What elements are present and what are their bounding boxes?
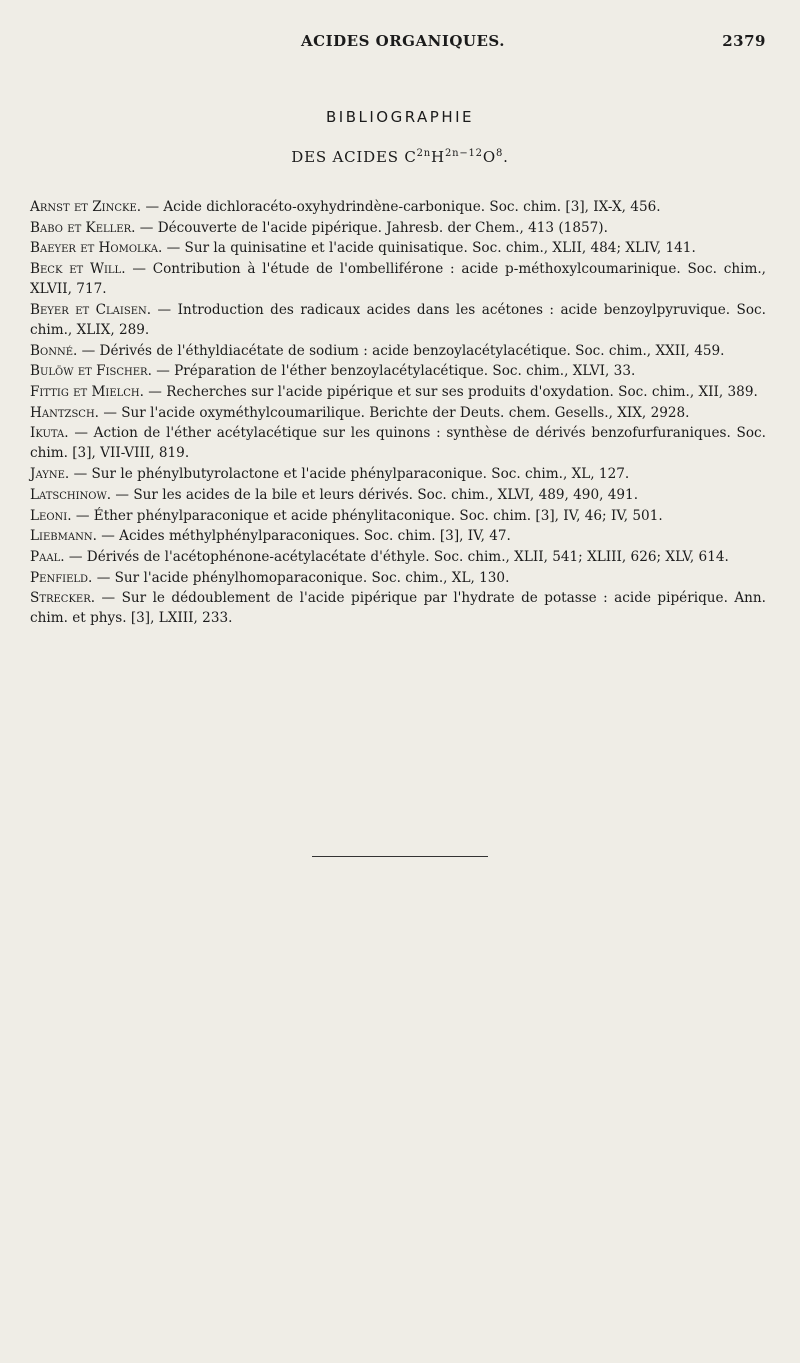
bibliography-entry [30, 506, 766, 526]
formula-h: H [431, 148, 445, 166]
bibliography-entry [30, 547, 766, 567]
entry-authors: Paal. [30, 548, 65, 565]
entry-authors: Arnst et Zincke. [30, 199, 142, 215]
page-number: 2379 [722, 32, 766, 50]
entry-authors: Beck et Will. [30, 261, 126, 278]
section-heading: BIBLIOGRAPHIE [325, 108, 475, 126]
entry-authors: Leoni. [30, 507, 72, 524]
entry-citation: — Préparation de l'éther benzoylacétylacétique. Soc. chim., XLVI, 33. [151, 363, 636, 380]
entry-citation: — Action de l'éther acétylacétique sur les quinons : synthèse de dérivés benzofurfuraniques. Soc. chim. [3], VII-VIII, 819. [30, 425, 766, 462]
entry-authors: Hantzsch. [30, 404, 99, 421]
entry-citation: — Sur le dédoublement de l'acide pipérique par l'hydrate de potasse : acide pipérique. Ann. chim. et phys. [3], LXIII, 233. [30, 590, 766, 627]
bibliography-entry [30, 588, 766, 628]
section-subheading [0, 148, 800, 166]
bibliography-entry [30, 382, 766, 402]
subheading-prefix: DES ACIDES C [291, 148, 417, 166]
entry-authors: Liebmann. [30, 528, 97, 545]
entry-authors: Babo et Keller. [30, 219, 136, 236]
formula-sup-1: 2n [416, 148, 432, 159]
bibliography-entry [30, 464, 766, 484]
bibliography-entry [30, 197, 766, 217]
formula-sup-2: 2n−12 [444, 148, 483, 159]
formula-o: O [482, 148, 496, 166]
running-header [40, 32, 766, 56]
entry-authors: Beyer et Claisen. [30, 301, 152, 318]
entry-authors: Bonné. [30, 342, 78, 359]
entry-authors: Latschinow. [30, 486, 112, 503]
bibliography-entry [30, 526, 766, 546]
bibliography-entry [30, 259, 766, 299]
entry-authors: Baeyer et Homolka. [30, 240, 163, 257]
entry-citation: — Introduction des radicaux acides dans les acétones : acide benzoylpyruvique. Soc. chim., XLIX, 289. [30, 301, 766, 338]
entry-citation: — Dérivés de l'éthyldiacétate de sodium : acide benzoylacétylacétique. Soc. chim., XXII, 459. [77, 342, 725, 359]
entry-authors: Strecker. [30, 590, 96, 607]
entry-citation: — Sur l'acide phénylhomoparaconique. Soc. chim., XL, 130. [92, 569, 510, 586]
entry-citation: — Sur la quinisatine et l'acide quinisatique. Soc. chim., XLII, 484; XLIV, 141. [162, 240, 696, 257]
entry-citation: — Éther phénylparaconique et acide phénylitaconique. Soc. chim. [3], IV, 46; IV, 501. [71, 507, 663, 524]
bibliography-entry [30, 218, 766, 238]
bibliography-entry [30, 568, 766, 588]
entry-authors: Ikuta. [30, 425, 69, 442]
bibliography-entry [30, 403, 766, 423]
entry-citation: — Sur l'acide oxyméthylcoumarilique. Berichte der Deuts. chem. Gesells., XIX, 2928. [99, 404, 690, 421]
formula-sup-3: 8 [495, 148, 504, 159]
bibliography-entry [30, 361, 766, 381]
bibliography-entry [30, 238, 766, 258]
entry-citation: — Découverte de l'acide pipérique. Jahresb. der Chem., 413 (1857). [135, 219, 608, 236]
bibliography-list [30, 197, 766, 629]
entry-citation: — Dérivés de l'acétophénone-acétylacétate d'éthyle. Soc. chim., XLII, 541; XLIII, 626; XLV, 614. [64, 548, 729, 565]
entry-authors: Bulöw et Fischer. [30, 363, 152, 380]
section-divider [312, 856, 488, 857]
entry-authors: Jayne. [30, 466, 70, 483]
entry-citation: — Recherches sur l'acide pipérique et sur ses produits d'oxydation. Soc. chim., XII, 389. [143, 384, 758, 400]
bibliography-entry [30, 300, 766, 340]
bibliography-entry [30, 485, 766, 505]
entry-citation: — Sur les acides de la bile et leurs dérivés. Soc. chim., XLVI, 489, 490, 491. [111, 486, 639, 503]
running-title: ACIDES ORGANIQUES. [301, 32, 505, 50]
entry-authors: Penfield. [30, 569, 93, 586]
entry-authors: Fittig et Mielch. [30, 384, 144, 400]
entry-citation: — Acide dichloracéto-oxyhydrindène-carbonique. Soc. chim. [3], IX-X, 456. [141, 199, 661, 215]
entry-citation: — Contribution à l'étude de l'ombelliférone : acide p-méthoxylcoumarinique. Soc. chim., XLVII, 717. [30, 261, 766, 298]
formula-end: . [503, 148, 509, 166]
bibliography-entry [30, 341, 766, 361]
entry-citation: — Sur le phénylbutyrolactone et l'acide phénylparaconique. Soc. chim., XL, 127. [69, 466, 630, 483]
entry-citation: — Acides méthylphénylparaconiques. Soc. chim. [3], IV, 47. [96, 528, 511, 545]
bibliography-entry [30, 423, 766, 463]
